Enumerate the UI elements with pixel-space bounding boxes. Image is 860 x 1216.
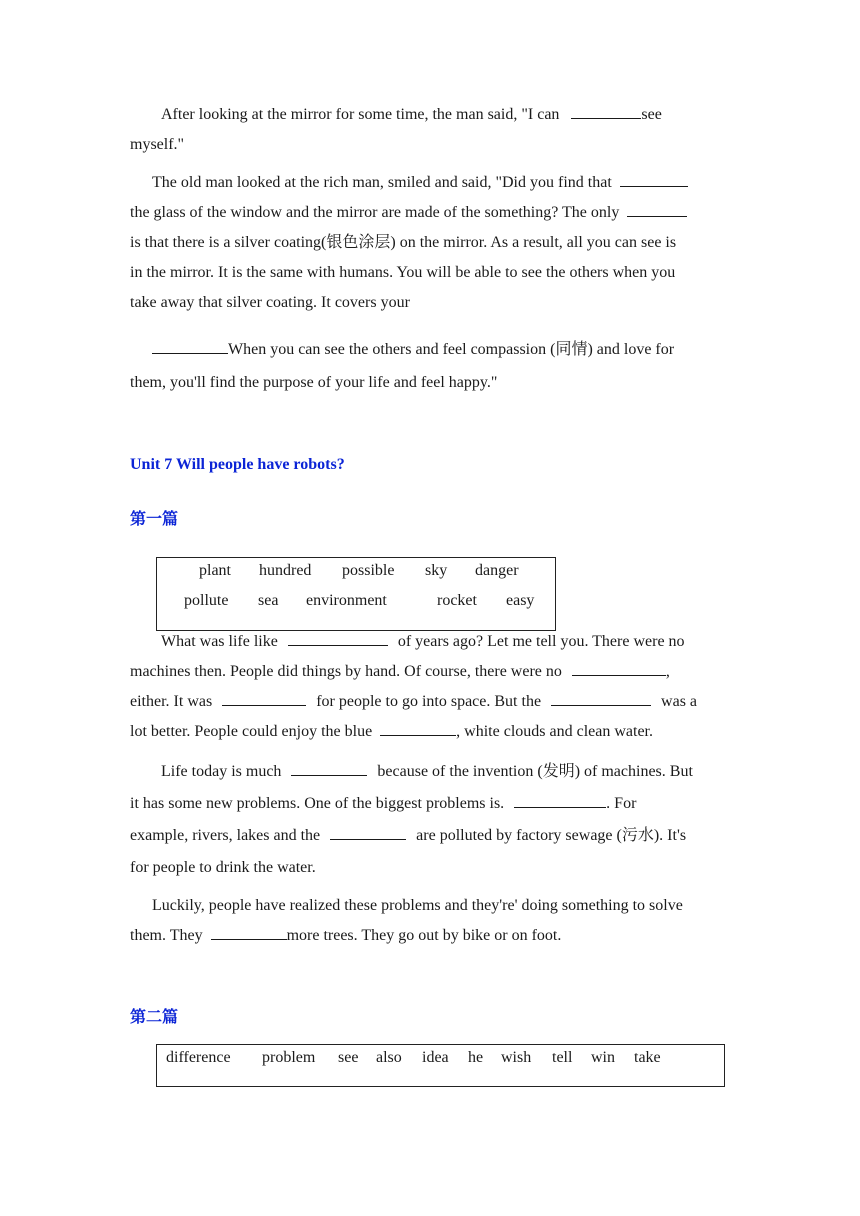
word-option: problem	[262, 1049, 316, 1066]
paragraph: The old man looked at the rich man, smiled and said, "Did you find that the glass of the window and the mirror are made of the something? The only is that there is a silver coating(银色涂层) on the mirror. As a result, all you can see is in the mirror. It is the same with humans. You will be able to see the others when you take away that silver coating. It covers your	[130, 168, 730, 318]
word-option: plant	[199, 562, 231, 579]
word-option: see	[338, 1049, 359, 1066]
answer-blank[interactable]	[620, 172, 688, 187]
word-option: wish	[501, 1049, 532, 1066]
word-option: pollute	[184, 592, 229, 609]
word-option: rocket	[437, 592, 477, 609]
paragraph: Life today is much because of the invention (发明) of machines. But it has some new problems. One of the biggest problems is. . For example, rivers, lakes and the are polluted by factory sewage (污水). It's for people to drink the water.	[130, 763, 693, 876]
unit-title: Unit 7 Will people have robots?	[130, 456, 345, 473]
word-option: idea	[422, 1049, 449, 1066]
word-option: danger	[475, 562, 519, 579]
paragraph: What was life like of years ago? Let me tell you. There were no machines then. People did things by hand. Of course, there were no , either. It was for people to go into space. But the was a lot better. People could enjoy the blue , white clouds and clean water.	[130, 633, 698, 740]
word-option: possible	[342, 562, 395, 579]
word-option: difference	[166, 1049, 231, 1066]
answer-blank[interactable]	[572, 661, 666, 676]
answer-blank[interactable]	[627, 202, 687, 217]
answer-blank[interactable]	[514, 793, 606, 808]
answer-blank[interactable]	[291, 761, 367, 776]
paragraph: When you can see the others and feel compassion (同情) and love for them, you'll find the purpose of your life and feel happy."	[130, 341, 675, 391]
word-option: tell	[552, 1049, 573, 1066]
word-option: environment	[306, 592, 387, 609]
word-option: take	[634, 1049, 661, 1066]
answer-blank[interactable]	[152, 339, 228, 354]
answer-blank[interactable]	[571, 104, 641, 119]
answer-blank[interactable]	[222, 691, 306, 706]
word-box	[156, 1044, 725, 1087]
word-option: sky	[425, 562, 448, 579]
answer-blank[interactable]	[551, 691, 651, 706]
paragraph: After looking at the mirror for some time, the man said, "I can see myself."	[130, 106, 662, 153]
word-option: he	[468, 1049, 484, 1066]
word-option: win	[591, 1049, 615, 1066]
answer-blank[interactable]	[211, 925, 287, 940]
answer-blank[interactable]	[330, 825, 406, 840]
word-option: also	[376, 1049, 402, 1066]
word-option: easy	[506, 592, 535, 609]
word-option: hundred	[259, 562, 312, 579]
section-title: 第一篇	[130, 511, 179, 528]
word-box	[156, 557, 556, 631]
word-option: sea	[258, 592, 279, 609]
section-title: 第二篇	[130, 1009, 179, 1026]
answer-blank[interactable]	[288, 631, 388, 646]
answer-blank[interactable]	[380, 721, 456, 736]
paragraph: Luckily, people have realized these problems and they're' doing something to solve them. They more trees. They go out by bike or on foot.	[130, 897, 683, 944]
